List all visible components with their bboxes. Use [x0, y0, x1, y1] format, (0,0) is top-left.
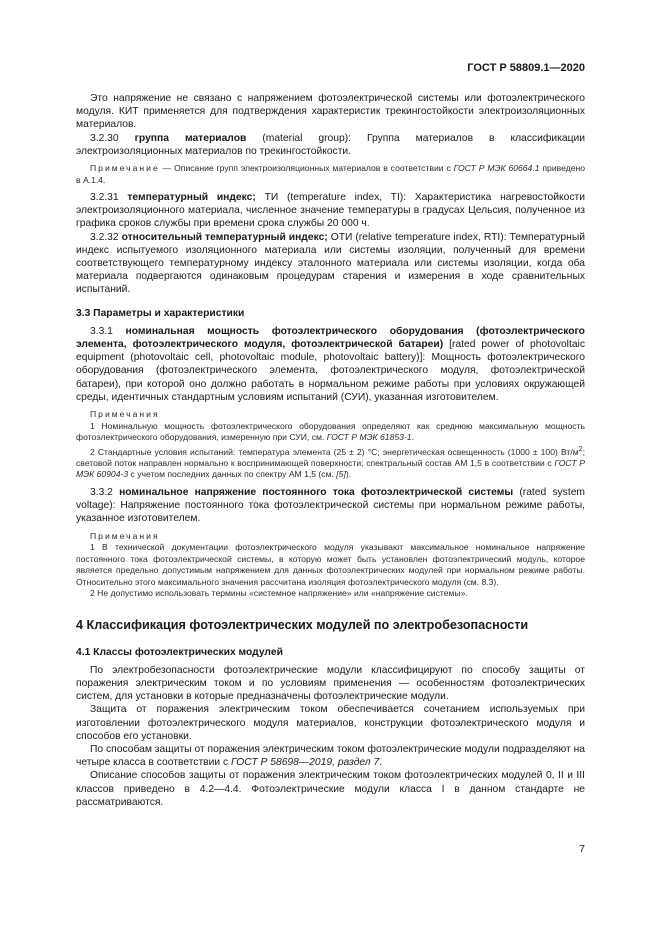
note-reference: ГОСТ Р МЭК 60664.1: [453, 163, 540, 174]
paragraph-text: По способам защиты от поражения электрическим током фотоэлектрические модули подразделяют на четыре класса в соответствии с: [76, 743, 585, 769]
note-text-end: .: [411, 432, 414, 443]
term-number: 3.2.31: [90, 192, 119, 204]
note-label: Примечание: [90, 163, 160, 174]
superscript: 2: [578, 444, 583, 453]
term-number: 3.2.30: [90, 132, 119, 144]
document-page: [76, 0, 585, 935]
term-name: группа материалов: [134, 132, 247, 144]
section-4-1-heading: 4.1 Классы фотоэлектрических модулей: [76, 646, 283, 658]
paragraph: Защита от поражения электрическим током обеспечивается сочетанием используемых при изготовлении фотоэлектрического модуля материалов, конструкции фотоэлектрического модуля и способов его установки.: [76, 704, 585, 742]
term-number: 3.3.2: [90, 486, 113, 498]
notes-label: Примечания: [90, 409, 160, 420]
term-name: номинальное напряжение постоянного тока фотоэлектрической системы: [119, 486, 514, 498]
note-text: 2 Стандартные условия испытаний: температура элемента (25 ± 2) °С; энергетическая освещенность (1000 ± 100) Вт/м: [90, 446, 579, 457]
note-2: 2 Не допустимо использовать термины «системное напряжение» или «напряжение системы».: [90, 588, 468, 599]
note-1: [76, 421, 585, 444]
paragraph: Это напряжение не связано с напряжением фотоэлектрической системы или фотоэлектрического модуля. КИТ применяется для подтверждения характеристик трекингостойкости электроизоляционных материалов.: [76, 93, 585, 131]
term-3-3-1: [76, 325, 585, 404]
term-3-2-31: [76, 191, 585, 231]
note-text: ; световой поток направлен нормально к воспринимающей поверхности; спектральный состав АМ 1,5 в соответствии с: [76, 446, 585, 468]
term-3-2-32: [76, 231, 585, 297]
term-name: относительный температурный индекс;: [121, 231, 328, 243]
term-number: 3.2.32: [90, 231, 119, 243]
term-number: 3.3.1: [90, 325, 113, 337]
standard-reference: ГОСТ Р 58698—2019, раздел 7: [231, 757, 380, 769]
paragraph-text-end: .: [379, 757, 383, 769]
note-2: [76, 444, 585, 481]
note-text: 1 Номинальную мощность фотоэлектрического оборудования определяют как среднюю максимальную мощность фотоэлектрического оборудования, измеренную при СУИ, см.: [76, 420, 585, 443]
term-3-2-30: [76, 132, 585, 158]
paragraph: По электробезопасности фотоэлектрические модули классифицируют по способу защиты от поражения электрическим током и по условиям применения — особенностям фотоэлектрических систем, для установки в которые предназначены фотоэлектрические модули.: [76, 664, 585, 703]
term-definition: [rated power of photovoltaic equipment (photovoltaic cell, photovoltaic module, photovoltaic battery)]: Мощность фотоэлектрического оборудования (фотоэлектрического элемента, фотоэлектрического модуля, фотоэлектрической батареи), при которой оно должно работать в нормальном режиме работы при условиях окружающей среды, идентичных стандартным условиям испытаний (СУИ), указанная изготовителем.: [76, 339, 585, 403]
paragraph: [76, 743, 585, 769]
note-reference: ГОСТ Р МЭК 60904-3: [76, 457, 585, 480]
term-3-3-2: [76, 486, 585, 526]
term-name: температурный индекс;: [127, 192, 256, 204]
note-reference: [5]: [336, 469, 346, 480]
notes-label: Примечания: [90, 530, 160, 541]
note-1: 1 В технической документации фотоэлектрического модуля указывают максимальное номинальное напряжение постоянного тока фотоэлектрической системы, в которую может быть установлен фотоэлектрический модуль, которое является предельно допустимым напряжением для данных фотоэлектрических модулей при нормальном режиме работы. Относительно этого максимального значения рассчитана изоляция фотоэлектрического модуля (см. 8.3).: [76, 542, 585, 587]
paragraph: Описание способов защиты от поражения электрическим током фотоэлектрических модулей 0, II и III классов приведено в 4.2—4.4. Фотоэлектрические модули класса I в данном стандарте не рассматриваются.: [76, 770, 585, 808]
note-text-end: приведено в А.1.4.: [76, 163, 586, 185]
section-4-heading: 4 Классификация фотоэлектрических модулей по электробезопасности: [76, 617, 529, 632]
term-definition: (material group): Группа материалов в классификации электроизоляционных материалов по трекингостойкости.: [76, 132, 585, 157]
document-id-header: ГОСТ Р 58809.1—2020: [467, 62, 585, 74]
page-content: [76, 92, 585, 809]
page-number: 7: [579, 843, 585, 855]
note-text-end: ).: [345, 469, 352, 480]
section-3-3-heading: 3.3 Параметры и характеристики: [76, 307, 245, 319]
note-reference: ГОСТ Р МЭК 61853-1: [326, 432, 412, 443]
term-definition: ОТИ (relative temperature index, RTI): Температурный индекс испытуемого изоляционного материала или системы изоляции, полученный для времени соответствующего температурному индексу эталонного материала или системы изоляции, когда оба материала подвергаются одинаковым процедурам старения и измерения в ходе сравнительных испытаний.: [76, 231, 585, 296]
note-3-2-30: [76, 163, 585, 186]
term-definition: ТИ (temperature index, TI): Характеристика нагревостойкости электроизоляционного материала, численное значение температуры в градусах Цельсия, полученное из графика сроков службы при времени срока службы 20 000 ч.: [76, 192, 585, 230]
term-definition: (rated system voltage): Напряжение постоянного тока фотоэлектрической системы при нормальном режиме работы, указанное изготовителем.: [76, 486, 585, 525]
note-text: — Описание групп электроизоляционных материалов в соответствии с: [159, 163, 454, 174]
note-text: с учетом последних данных по спектру АМ 1,5 (см.: [128, 469, 337, 480]
term-name: номинальная мощность фотоэлектрического оборудования (фотоэлектрического элемента, фотоэлектрического модуля, фотоэлектрической батареи): [76, 325, 585, 351]
